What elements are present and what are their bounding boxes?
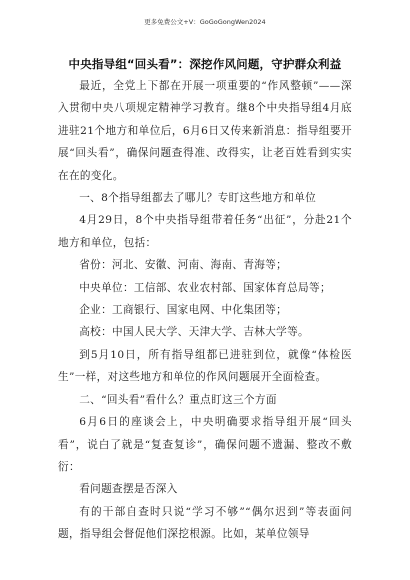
document-title: 中央指导组“回头看”：深挖作风问题，守护群众利益 [68,57,342,71]
document-body [58,75,352,546]
list-item: 企业：工商银行、国家电网、中化集团等； [79,304,288,317]
list-item: 高校：中国人民大学、天津大学、吉林大学等。 [79,326,310,339]
paragraph: 到5月10日，所有指导组都已进驻到位，就像“体检医生”一样，对这些地方和单位的作风问题展开全面检查。 [58,348,352,384]
section-heading-2: 二、“回头看”看什么？重点盯这三个方面 [79,393,277,406]
list-item: 中央单位：工信部、农业农村部、国家体育总局等； [79,281,331,294]
paragraph-intro: 最近，全党上下都在开展一项重要的“作风整顿”——深入贯彻中央八项规定精神学习教育。继8个中央指导组4月底进驻21个地方和单位后，6月6日又传来新消息：指导组要开展“回头看”，确保问题查得准、改得实，让老百姓看到实实在在的变化。 [58,80,352,182]
list-item: 省份：河北、安徽、河南、海南、青海等； [79,259,288,272]
section-heading-1: 一、8个指导组都去了哪儿？专盯这些地方和单位 [79,192,317,205]
header-note: 更多免费公文+V：GoGoGongWen2024 [144,18,266,26]
paragraph: 6月6日的座谈会上，中央明确要求指导组开展“回头看”，说白了就是“复查复诊”，确保问题不遗漏、整改不敷衍： [58,416,352,473]
paragraph: 有的干部自查时只说“学习不够”“偶尔迟到”等表面问题，指导组会督促他们深挖根源。比如，某单位领导 [58,505,352,541]
paragraph: 4月29日，8个中央指导组带着任务“出征”，分赴21个地方和单位，包括： [58,214,352,249]
sub-heading: 看问题查摆是否深入 [79,483,178,496]
